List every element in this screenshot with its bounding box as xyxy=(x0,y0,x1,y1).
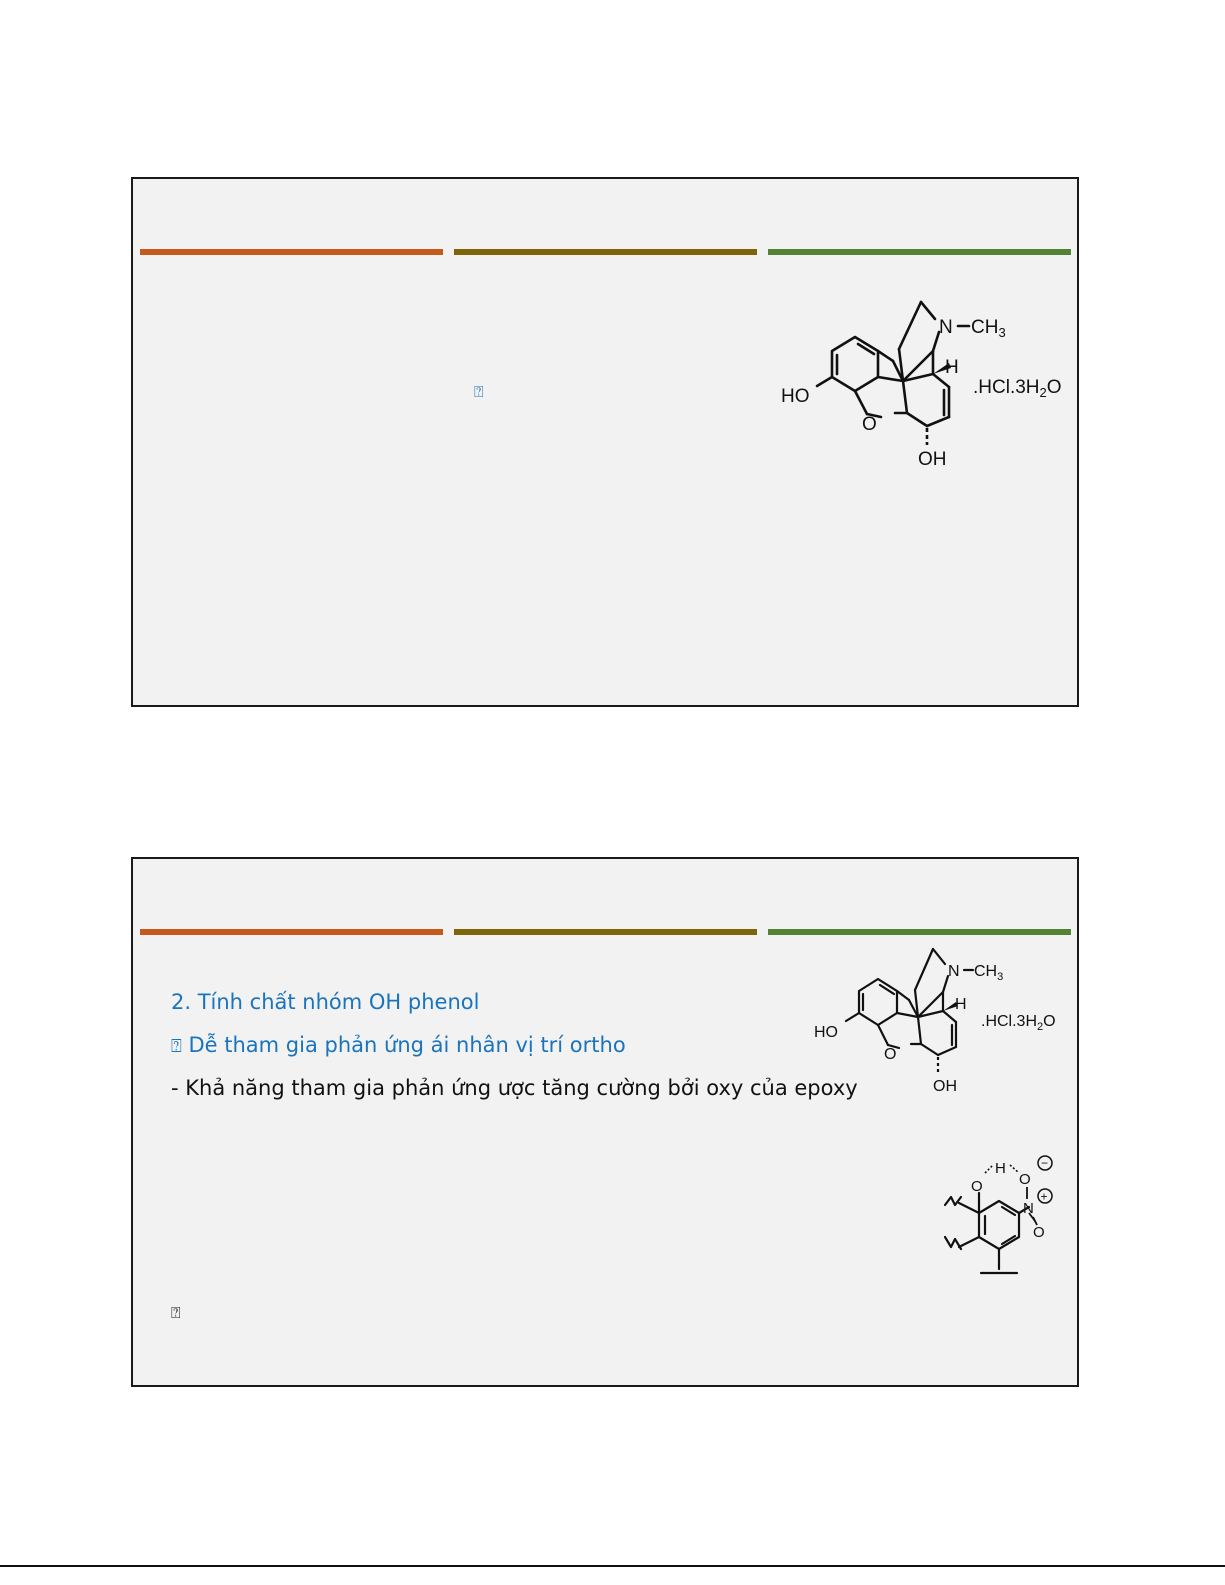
plus-sign: + xyxy=(1040,1189,1048,1204)
hydrogen-label: H xyxy=(945,357,959,378)
accent-bar-olive xyxy=(454,249,757,255)
ring-oxygen-label: O xyxy=(884,1046,897,1063)
salt-label: $.HCl.3H_2O$ xyxy=(973,377,1062,400)
methyl-label: $CH_3$ xyxy=(974,963,1004,983)
hydrogen-label: H xyxy=(955,996,967,1013)
missing-glyph-icon: ⍰ xyxy=(171,1036,182,1057)
accent-bar-green xyxy=(768,929,1071,935)
oh-label: OH xyxy=(918,449,947,470)
accent-bar-green xyxy=(768,249,1071,255)
ho-label: HO xyxy=(781,386,810,407)
slide-1 xyxy=(131,177,1079,707)
slide-2 xyxy=(131,857,1079,1387)
nitrogen-label: N xyxy=(939,317,953,338)
ho-label: HO xyxy=(814,1024,838,1041)
nitro-oxygen-minus-label: O xyxy=(1019,1171,1031,1188)
salt-label: $.HCl.3H_2O$ xyxy=(981,1013,1056,1033)
missing-glyph-icon: ⍰ xyxy=(171,1303,181,1322)
accent-bar-olive xyxy=(454,929,757,935)
phenol-oxygen-label: O xyxy=(971,1178,983,1195)
oh-label: OH xyxy=(933,1078,957,1095)
nitrogen-label: N xyxy=(948,963,960,980)
ring-oxygen-label: O xyxy=(862,414,877,435)
h-bond-hydrogen-label: H xyxy=(995,1160,1006,1177)
methyl-label: $CH_3$ xyxy=(971,317,1006,340)
page-bottom-rule xyxy=(0,1565,1225,1567)
bullet-text: Dễ tham gia phản ứng ái nhân vị trí ortho xyxy=(188,1033,626,1057)
nitro-nitrogen-label: N xyxy=(1023,1200,1034,1217)
minus-sign: − xyxy=(1041,1156,1049,1170)
section-heading: 2. Tính chất nhóm OH phenol xyxy=(171,990,480,1014)
accent-bar-orange xyxy=(140,929,443,935)
morphine-structure-1 xyxy=(773,289,1073,489)
nitro-oxygen-label: O xyxy=(1033,1224,1045,1241)
body-line: - Khả năng tham gia phản ứng ược tăng cường bởi oxy của epoxy xyxy=(171,1076,858,1100)
nitrophenol-fragment xyxy=(915,1151,1065,1291)
morphine-structure-2 xyxy=(809,939,1079,1109)
accent-bar-orange xyxy=(140,249,443,255)
bullet-line xyxy=(171,1032,626,1060)
missing-glyph-icon: ⍰ xyxy=(474,382,484,401)
